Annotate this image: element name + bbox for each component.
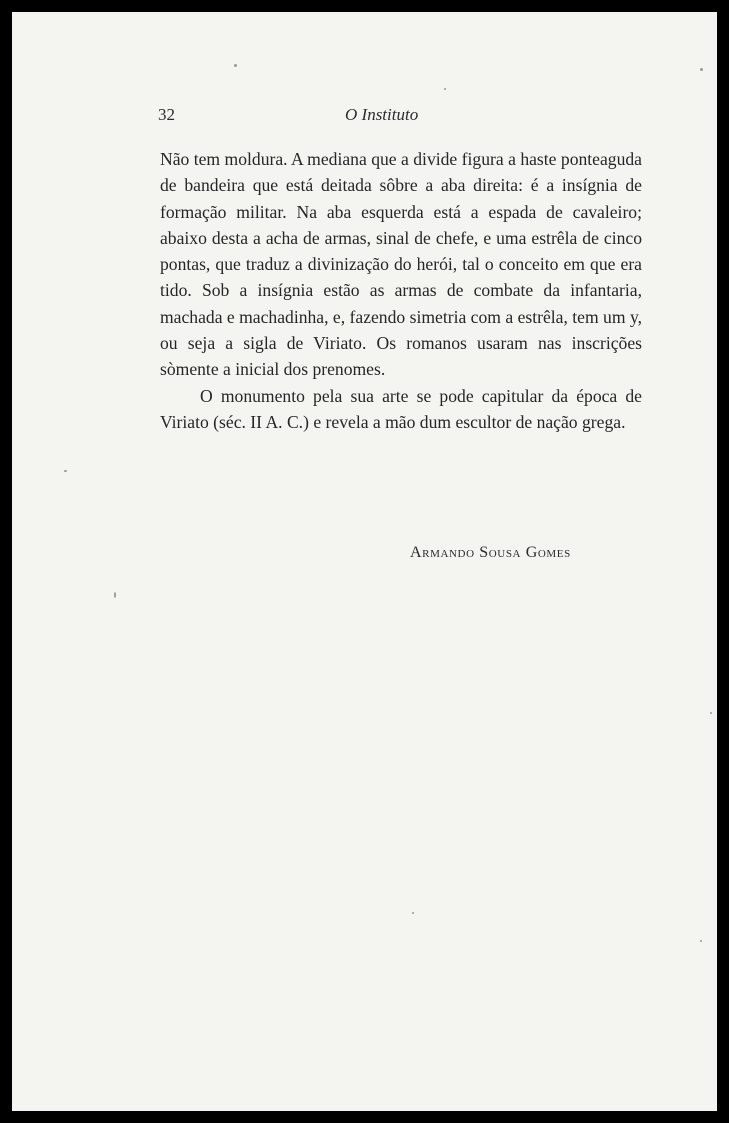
paragraph-1: Não tem moldura. A mediana que a divide figura a haste ponteaguda de bandeira que está deitada sôbre a aba direita: é a insígnia de formação militar. Na aba esquerda está a espada de cavaleiro; abaixo desta a acha de armas, sinal de chefe, e uma estrêla de cinco pontas, que traduz a divinização do herói, tal o conceito em que era tido. Sob a insígnia estão as armas de combate da infantaria, machada e machadinha, e, fazendo simetria com a estrêla, tem um y, ou seja a sigla de Viriato. Os romanos usaram nas inscrições sòmente a inicial dos prenomes. (160, 149, 642, 380)
paper-speck (234, 64, 237, 67)
paragraph-2: O monumento pela sua arte se pode capitular da época de Viriato (séc. II A. C.) e revela a mão dum escultor de nação grega. (160, 385, 642, 432)
paper-speck (64, 470, 67, 472)
paper-speck (412, 912, 414, 914)
paper-speck (700, 68, 703, 71)
paper-speck (710, 712, 712, 714)
paper-speck (444, 88, 446, 90)
author-signature: Armando Sousa Gomes (410, 544, 571, 561)
page-number: 32 (158, 105, 175, 124)
journal-title: O Instituto (345, 105, 419, 124)
paper-speck (114, 592, 116, 598)
running-head (12, 105, 717, 129)
document-page (12, 12, 717, 1111)
article-body (160, 146, 642, 435)
paper-speck (700, 940, 702, 942)
